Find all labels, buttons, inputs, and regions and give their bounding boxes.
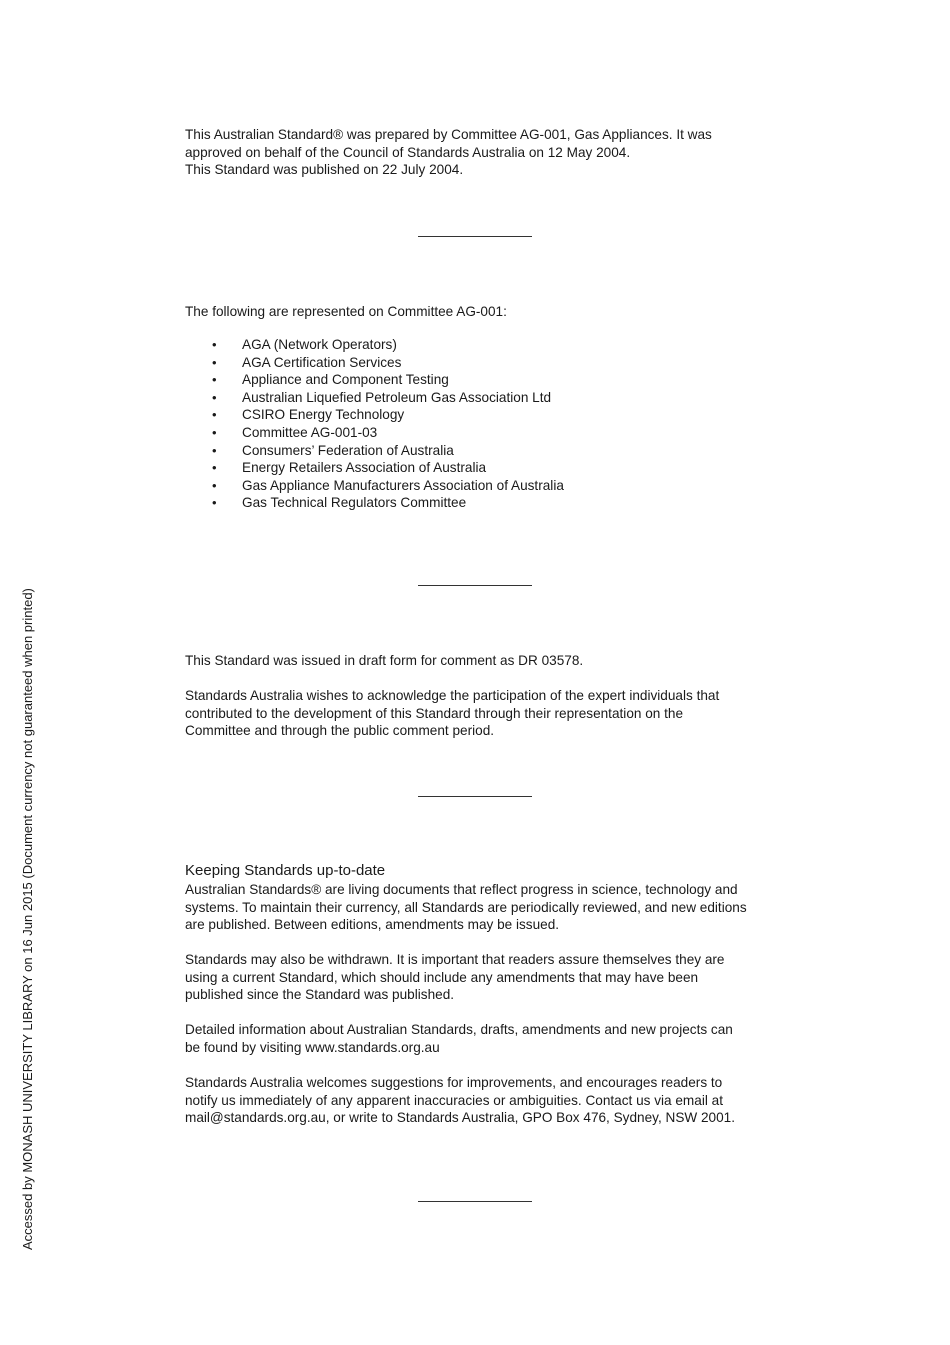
section-heading: Keeping Standards up-to-date xyxy=(185,862,386,879)
list-item: • Gas Technical Regulators Committee xyxy=(185,494,564,512)
withdrawal-paragraph xyxy=(185,951,785,1004)
text-line: Standards may also be withdrawn. It is important that readers assure themselves they are xyxy=(185,952,725,967)
preparation-paragraph xyxy=(185,126,785,179)
text-line: mail@standards.org.au, or write to Standards Australia, GPO Box 476, Sydney, NSW 2001. xyxy=(185,1110,736,1126)
committee-member-list xyxy=(185,336,564,512)
suggestions-paragraph xyxy=(185,1074,785,1127)
section-divider xyxy=(418,1201,532,1202)
list-item: • Committee AG-001-03 xyxy=(185,424,564,442)
living-documents-paragraph xyxy=(185,881,785,934)
section-divider xyxy=(418,796,532,797)
text-line: are published. Between editions, amendments may be issued. xyxy=(185,917,560,933)
text-line: published since the Standard was published. xyxy=(185,987,455,1003)
committee-intro: The following are represented on Committee AG-001: xyxy=(185,304,507,319)
section-divider xyxy=(418,236,532,237)
text-line: Australian Standards® are living documents that reflect progress in science, technology and xyxy=(185,882,738,897)
text-line: Standards Australia welcomes suggestions for improvements, and encourages readers to xyxy=(185,1075,723,1090)
text-line: contributed to the development of this Standard through their representation on the xyxy=(185,705,684,721)
text-line: systems. To maintain their currency, all Standards are periodically reviewed, and new editions xyxy=(185,899,747,915)
list-item: • AGA (Network Operators) xyxy=(185,336,564,354)
list-item: • CSIRO Energy Technology xyxy=(185,406,564,424)
preparation-line: This Australian Standard® was prepared by Committee AG-001, Gas Appliances. It was xyxy=(185,127,712,142)
text-line: Committee and through the public comment period. xyxy=(185,723,495,739)
list-item: • Gas Appliance Manufacturers Association of Australia xyxy=(185,477,564,495)
text-line: notify us immediately of any apparent inaccuracies or ambiguities. Contact us via email at xyxy=(185,1092,723,1108)
text-line: Standards Australia wishes to acknowledge the participation of the expert individuals that xyxy=(185,688,720,703)
list-item: • Australian Liquefied Petroleum Gas Association Ltd xyxy=(185,389,564,407)
acknowledgement-paragraph xyxy=(185,687,785,740)
draft-note: This Standard was issued in draft form for comment as DR 03578. xyxy=(185,653,584,668)
list-item: • Energy Retailers Association of Australia xyxy=(185,459,564,477)
approval-line: approved on behalf of the Council of Standards Australia on 12 May 2004. xyxy=(185,144,631,160)
text-line: be found by visiting www.standards.org.au xyxy=(185,1039,440,1055)
text-line: using a current Standard, which should include any amendments that may have been xyxy=(185,969,699,985)
information-paragraph xyxy=(185,1021,785,1056)
publication-line: This Standard was published on 22 July 2004. xyxy=(185,162,464,178)
access-watermark: Accessed by MONASH UNIVERSITY LIBRARY on 16 Jun 2015 (Document currency not guaranteed when printed) xyxy=(20,588,35,1250)
list-item: • AGA Certification Services xyxy=(185,354,564,372)
list-item: • Consumers’ Federation of Australia xyxy=(185,442,564,460)
list-item: • Appliance and Component Testing xyxy=(185,371,564,389)
text-line: Detailed information about Australian Standards, drafts, amendments and new projects can xyxy=(185,1022,733,1037)
section-divider xyxy=(418,585,532,586)
